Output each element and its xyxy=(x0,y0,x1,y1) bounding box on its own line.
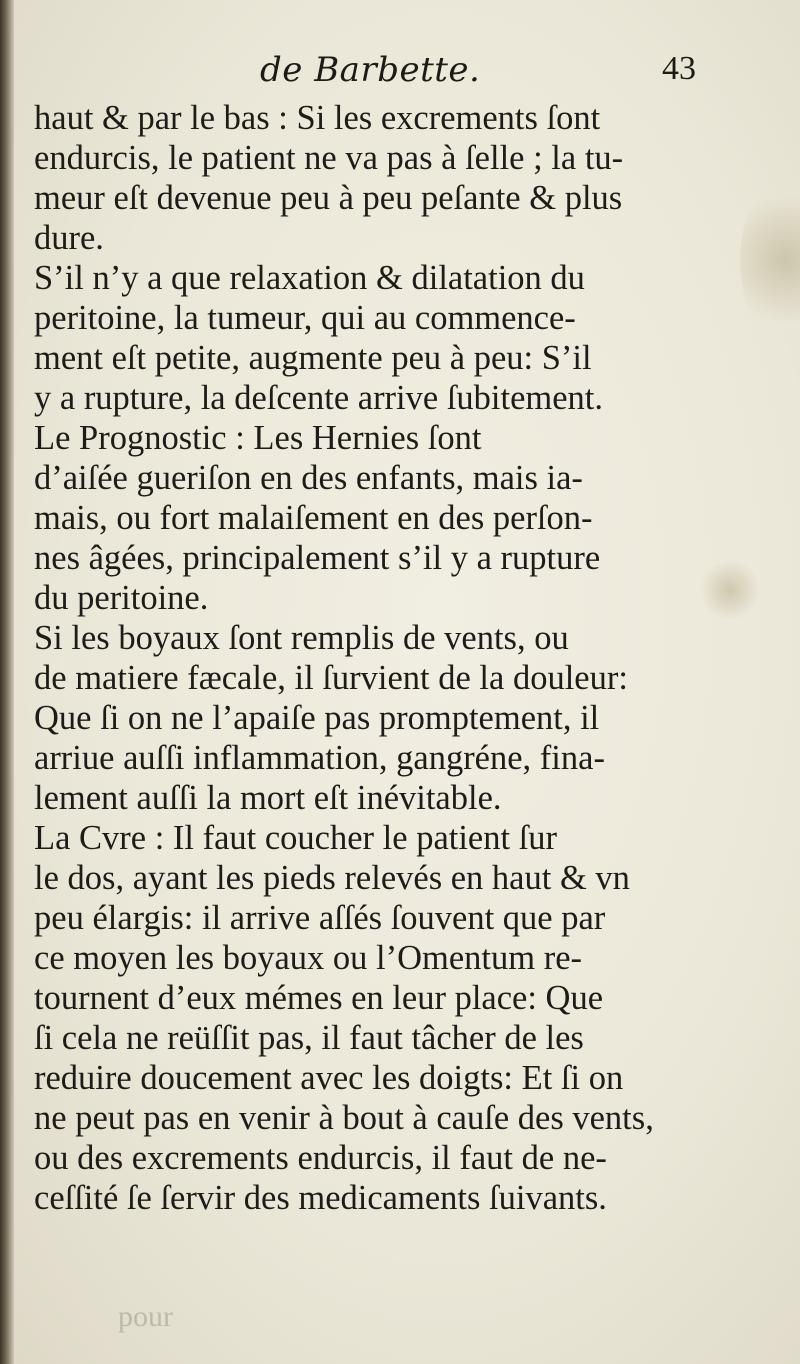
text-line: lement auſſi la mort eſt inévitable. xyxy=(34,779,502,817)
text-line: mais, ou fort malaiſement en des perſon- xyxy=(34,499,593,537)
text-line: S’il n’y a que relaxation & dilatation du xyxy=(34,259,585,297)
text-line: haut & par le bas : Si les excrements ſont xyxy=(34,99,601,137)
text-line: Que ſi on ne l’apaiſe pas promptement, il xyxy=(34,699,600,737)
text-line: Le Prognostic : Les Hernies ſont xyxy=(34,419,482,457)
text-line: peu élargis: il arrive aſſés ſouvent que par xyxy=(34,899,606,937)
text-line: de matiere fæcale, il ſurvient de la douleur: xyxy=(34,659,628,697)
text-line: tournent d’eux mémes en leur place: Que xyxy=(34,979,604,1017)
text-line: La Cvre : Il faut coucher le patient ſur xyxy=(34,819,558,857)
paper-stain xyxy=(740,180,800,340)
text-line: dure. xyxy=(34,219,104,257)
text-line: peritoine, la tumeur, qui au commence- xyxy=(34,299,576,337)
text-line: ou des excrements endurcis, il faut de ne- xyxy=(34,1139,607,1177)
text-line: ce moyen les boyaux ou l’Omentum re- xyxy=(34,939,583,977)
binding-gutter xyxy=(0,0,14,1364)
text-line: reduire doucement avec les doigts: Et ſi on xyxy=(34,1059,624,1097)
text-line: y a rupture, la deſcente arrive ſubitement. xyxy=(34,379,603,417)
text-line: ſi cela ne reüſſit pas, il faut tâcher de les xyxy=(34,1019,584,1057)
text-line: du peritoine. xyxy=(34,579,209,617)
text-line: ne peut pas en venir à bout à cauſe des vents, xyxy=(34,1099,654,1137)
text-line: d’aiſée gueriſon en des enfants, mais ia- xyxy=(34,459,583,497)
text-line: nes âgées, principalement s’il y a rupture xyxy=(34,539,601,577)
text-line: ment eſt petite, augmente peu à peu: S’il xyxy=(34,339,592,377)
running-title: de Barbette. xyxy=(260,50,481,90)
body-text xyxy=(34,98,724,1218)
text-line: arriue auſſi inflammation, gangréne, fina- xyxy=(34,739,605,777)
text-line: meur eſt devenue peu à peu peſante & plus xyxy=(34,179,623,217)
catchword: pour xyxy=(118,1300,173,1333)
running-head xyxy=(0,50,800,96)
text-line: Si les boyaux ſont remplis de vents, ou xyxy=(34,619,569,657)
text-line: le dos, ayant les pieds relevés en haut & vn xyxy=(34,859,630,897)
text-line: endurcis, le patient ne va pas à ſelle ; la tu- xyxy=(34,139,624,177)
page-number: 43 xyxy=(662,50,696,87)
text-line: ceſſité ſe ſervir des medicaments ſuivants. xyxy=(34,1179,607,1217)
